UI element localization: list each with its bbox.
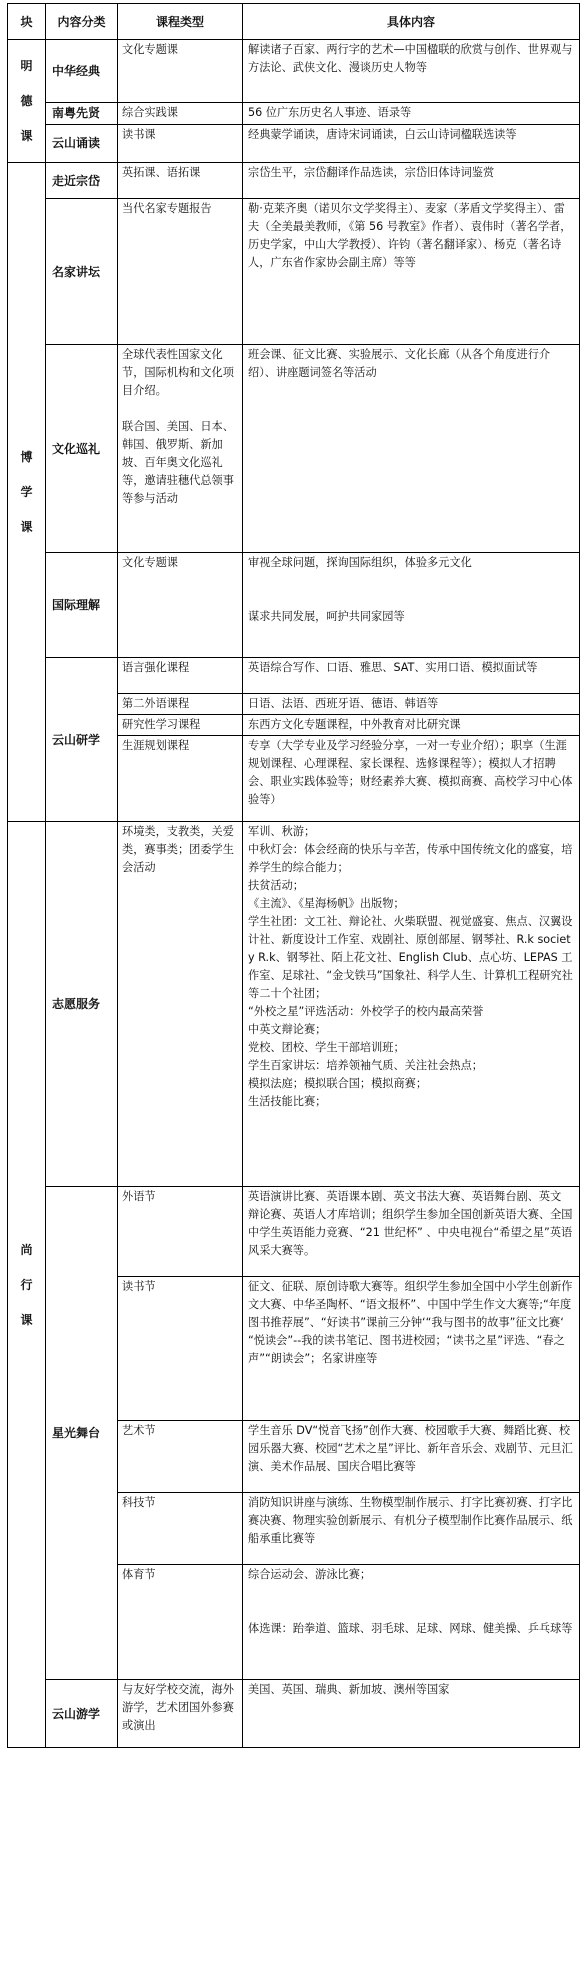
content-cell: 综合运动会、游泳比赛； 体选课：跆拳道、篮球、羽毛球、足球、网球、健美操、乒乓球等 [243,1565,580,1680]
course-type-cell: 研究性学习课程 [118,715,243,736]
content-cell: 日语、法语、西班牙语、德语、韩语等 [243,694,580,715]
table-row [8,822,580,1187]
block-cell: 博 学 课 [8,163,46,822]
content-cell: 宗岱生平，宗岱翻译作品选读，宗岱旧体诗词鉴赏 [243,163,580,199]
content-cell: 经典蒙学诵读，唐诗宋词诵读，白云山诗词楹联选读等 [243,124,580,162]
category-cell: 名家讲坛 [46,199,118,345]
course-type-cell: 当代名家专题报告 [118,199,243,345]
table-row [8,199,580,345]
content-cell: 56 位广东历史名人事迹、语录等 [243,102,580,124]
category-cell: 云山游学 [46,1680,118,1748]
table-row [8,163,580,199]
content-cell: 英语综合写作、口语、雅思、SAT、实用口语、模拟面试等 [243,658,580,694]
table-body [8,40,580,1748]
content-cell: 军训、秋游； 中秋灯会：体会经商的快乐与辛苦，传承中国传统文化的盛宴，培养学生的综合能力； 扶贫活动； 《主流》、《星海杨帆》出版物； 学生社团：文工社、辩论社、火柴联盟、视觉盛宴、焦点、汉翼设计社、新度设计工作室、戏剧社、原创部屋、钢琴社、R.k society R.k、钢琴社、陌上花文社、English Club、点心坊、LEPAS 工作室、足球社、“金戈铁马”国象社、科学人生、计算机工程研究社等二十个社团； “外校之星”评选活动：外校学子的校内最高荣誉 中英文辩论赛； 党校、团校、学生干部培训班； 学生百家讲坛：培养领袖气质、关注社会热点； 模拟法庭；模拟联合国；模拟商赛； 生活技能比赛； [243,822,580,1187]
table-row [8,345,580,553]
table-row [8,40,580,103]
course-type-cell: 科技节 [118,1493,243,1565]
content-cell: 东西方文化专题课程，中外教育对比研究课 [243,715,580,736]
table-row [8,658,580,694]
block-cell: 尚 行 课 [8,822,46,1748]
category-cell: 云山研学 [46,658,118,822]
course-type-cell: 英拓课、语拓课 [118,163,243,199]
category-cell: 星光舞台 [46,1187,118,1680]
course-type-cell: 环境类，支教类，关爱类，赛事类；团委学生会活动 [118,822,243,1187]
course-type-cell: 文化专题课 [118,40,243,103]
content-cell: 征文、征联、原创诗歌大赛等。组织学生参加全国中小学生创新作文大赛、中华圣陶杯、“语文报杯”、中国中学生作文大赛等;“年度图书推荐展”、“好读书”课前三分钟‘“我与图书的故事”征文比赛‘ “悦读会”--我的读书笔记、图书进校园；“读书之星”评选、“春之声”“朗读会”；名家讲座等 [243,1277,580,1421]
category-cell: 走近宗岱 [46,163,118,199]
table-row [8,124,580,162]
content-cell: 审视全球问题，探询国际组织，体验多元文化 谋求共同发展，呵护共同家园等 [243,553,580,658]
header-block: 块 [8,4,46,40]
category-cell: 中华经典 [46,40,118,103]
category-cell: 南粤先贤 [46,102,118,124]
content-cell: 勒·克莱齐奥（诺贝尔文学奖得主）、麦家（茅盾文学奖得主）、雷夫（全美最美教师，《第 56 号教室》作者）、袁伟时（著名学者，历史学家，中山大学教授）、许钧（著名翻译家）、杨克（著名诗人，广东省作家协会副主席）等等 [243,199,580,345]
course-type-cell: 综合实践课 [118,102,243,124]
course-type-cell: 语言强化课程 [118,658,243,694]
table-row [8,553,580,658]
table-row [8,1680,580,1748]
header-category: 内容分类 [46,4,118,40]
course-type-cell: 文化专题课 [118,553,243,658]
course-type-cell: 与友好学校交流，海外游学，艺术团国外参赛或演出 [118,1680,243,1748]
curriculum-sheet [7,3,579,1748]
category-cell: 云山诵读 [46,124,118,162]
course-type-cell: 第二外语课程 [118,694,243,715]
content-cell: 专享（大学专业及学习经验分享，一对一专业介绍）；职享（生涯规划课程、心理课程、家长课程、选修课程等）；模拟人才招聘会、职业实践体验等；财经素养大赛、模拟商赛、高校学习中心体验等） [243,736,580,822]
course-type-cell: 读书课 [118,124,243,162]
content-cell: 美国、英国、瑞典、新加坡、澳州等国家 [243,1680,580,1748]
table-row [8,1187,580,1277]
header-content: 具体内容 [243,4,580,40]
course-type-cell: 读书节 [118,1277,243,1421]
course-type-cell: 艺术节 [118,1421,243,1493]
category-cell: 志愿服务 [46,822,118,1187]
table-row [8,102,580,124]
curriculum-table [7,3,580,1748]
content-cell: 英语演讲比赛、英语课本剧、英文书法大赛、英语舞台剧、英文 辩论赛、英语人才库培训；组织学生参加全国创新英语大赛、全国中学生英语能力竞赛、“21 世纪杯” 、中央电视台“希望之星”英语风采大赛等。 [243,1187,580,1277]
course-type-cell: 外语节 [118,1187,243,1277]
course-type-cell: 全球代表性国家文化节，国际机构和文化项目介绍。 联合国、美国、日本、韩国、俄罗斯、新加坡、百年奥文化巡礼等，邀请驻穗代总领事等参与活动 [118,345,243,553]
content-cell: 学生音乐 DV“悦音飞扬”创作大赛、校园歌手大赛、舞蹈比赛、校园乐器大赛、校园“艺术之星”评比、新年音乐会、戏剧节、元旦汇演、美术作品展、国庆合唱比赛等 [243,1421,580,1493]
course-type-cell: 生涯规划课程 [118,736,243,822]
content-cell: 解读诸子百家、两行字的艺术—中国楹联的欣赏与创作、世界观与方法论、武侠文化、漫谈历史人物等 [243,40,580,103]
block-cell: 明 德 课 [8,40,46,163]
content-cell: 班会课、征文比赛、实验展示、文化长廊（从各个角度进行介绍）、讲座题词签名等活动 [243,345,580,553]
category-cell: 国际理解 [46,553,118,658]
content-cell: 消防知识讲座与演练、生物模型制作展示、打字比赛初赛、打字比赛决赛、物理实验创新展示、有机分子模型制作比赛作品展示、纸船承重比赛等 [243,1493,580,1565]
category-cell: 文化巡礼 [46,345,118,553]
course-type-cell: 体育节 [118,1565,243,1680]
header-course-type: 课程类型 [118,4,243,40]
header-row [8,4,580,40]
